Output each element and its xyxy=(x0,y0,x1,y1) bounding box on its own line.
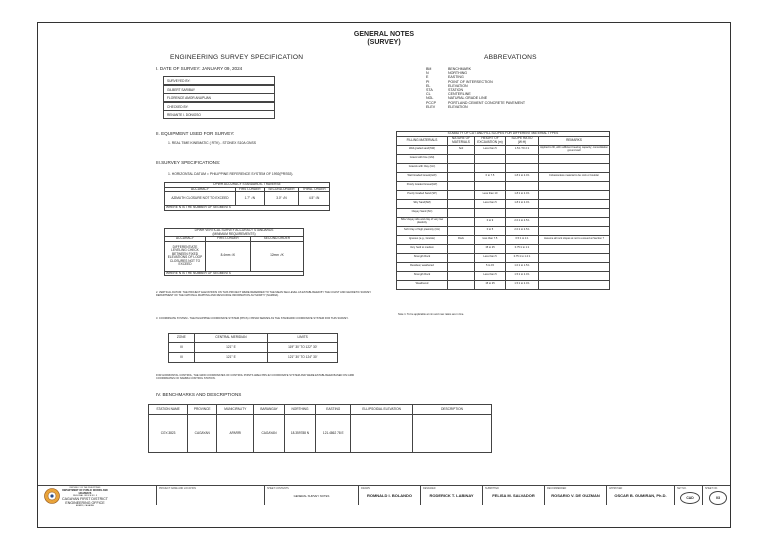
abbreviation-key: PI xyxy=(426,79,430,84)
slope-cell: 15 to 25 xyxy=(475,244,506,253)
agency-line: CAGAYAN FIRST DISTRICT xyxy=(62,497,108,501)
slope-cell xyxy=(448,280,475,289)
sheet-contents-value: GENERAL SURVEY NOTES xyxy=(293,494,330,498)
slope-row xyxy=(397,208,610,217)
horizontal-datum-item: 1. HORIZONTAL DATUM = PHILIPPINE REFERENCE SYSTEM OF 1992(PRS92). xyxy=(168,172,294,176)
slope-cell xyxy=(475,208,506,217)
abbreviation-meaning: NORTHING xyxy=(448,71,468,76)
abbreviation-key: ELEV xyxy=(426,104,436,109)
vert-value: 12mm √K xyxy=(250,241,303,271)
slope-cell xyxy=(539,190,610,199)
slope-row xyxy=(397,217,610,226)
zone-header: CENTRAL MERIDIAN xyxy=(194,334,268,343)
slope-header: FILLING MATERIALS xyxy=(397,136,448,145)
zone-cell: 121° E xyxy=(194,353,268,363)
slope-row xyxy=(397,163,610,172)
sheet-no-label: SHEET NO. xyxy=(705,487,718,490)
slope-row xyxy=(397,235,610,244)
agency-line: DEPARTMENT OF PUBLIC WORKS AND HIGHWAYS xyxy=(62,489,108,495)
project-label: PROJECT NAME AND LOCATION xyxy=(159,487,196,490)
slope-header: REMARKS xyxy=(539,136,610,145)
vert-table-title: DPWH VERTICAL SURVEY ACCURACY STANDARDS xyxy=(194,228,274,232)
agency-line: ENGINEERING OFFICE xyxy=(65,501,105,505)
slope-cell xyxy=(539,253,610,262)
slope-cell: 2.0:1 to 2.5:1 xyxy=(506,217,539,226)
slope-row xyxy=(397,244,610,253)
abbreviation-key: STA xyxy=(426,88,433,93)
slope-cell xyxy=(448,244,475,253)
slope-cell xyxy=(475,154,506,163)
zone-cell: 121° 30' TO 124° 30' xyxy=(268,353,338,363)
personnel-row: GILBERT SARIBAY xyxy=(163,85,275,94)
signer-label: APPROVED xyxy=(609,487,623,490)
slope-cell: Very hard to medium xyxy=(397,244,448,253)
slope-cell xyxy=(539,217,610,226)
slope-cell: Silty Sand(SM) xyxy=(397,199,448,208)
slope-cell: Gravel with fine (GM) xyxy=(397,154,448,163)
slope-cell: Strength Rock xyxy=(397,253,448,262)
abbreviation-meaning: EASTING xyxy=(448,75,464,80)
signer-name: ROSARIO V. DE GUZMAN xyxy=(551,493,600,498)
signer-label: RECOMMENDED xyxy=(547,487,567,490)
slope-cell: 1.8:1 to 2.0:1 xyxy=(506,172,539,181)
slope-cell xyxy=(539,262,610,271)
slope-cell: 0.75:1 to 1.2:1 xyxy=(506,253,539,262)
personnel-row: CHECKED BY: xyxy=(163,102,275,111)
signer-label: DRAWN xyxy=(361,487,370,490)
slope-row xyxy=(397,154,610,163)
abbreviation-meaning: ELEVATION xyxy=(448,104,468,109)
slope-cell: 1.8:1 to 2.0:1 xyxy=(506,199,539,208)
abbreviation-meaning: STATION xyxy=(448,88,464,93)
benchmarks-heading: IV. BENCHMARKS AND DESCRIPTIONS xyxy=(156,392,242,397)
bench-header: ELLIPSOIDAL ELEVATION xyxy=(351,405,413,415)
abbreviation-key: NGL xyxy=(426,96,434,101)
sheet-contents-label: SHEET CONTENTS xyxy=(267,487,289,490)
survey-date: I. DATE OF SURVEY: JANUARY 09, 2024 xyxy=(156,66,243,71)
bench-header: NORTHING xyxy=(284,405,315,415)
zone-cell: 119° 30' TO 122° 30' xyxy=(268,343,338,353)
zone-cell: III xyxy=(169,343,195,353)
signer-name: RODERICK T. LABINAY xyxy=(429,493,474,498)
slope-cell xyxy=(448,199,475,208)
title-line-1: GENERAL NOTES xyxy=(353,31,415,38)
sheet-title xyxy=(38,31,730,47)
signer-name: FELISA M. SALVADOR xyxy=(492,493,535,498)
slope-cell: Assume all rock slopes at not to exceed at Section 7 xyxy=(539,235,610,244)
benchmarks-table xyxy=(148,404,492,453)
bench-cell xyxy=(413,415,492,453)
sheet-no-value: 03 xyxy=(709,491,727,505)
bench-cell: CAGAYAN xyxy=(254,415,284,453)
slope-cell: Poorly Graded Gravel(GP) xyxy=(397,181,448,190)
slope-cell: 0 to 5 xyxy=(475,226,506,235)
slope-row xyxy=(397,181,610,190)
slope-cell xyxy=(539,199,610,208)
slope-cell xyxy=(539,244,610,253)
vertical-datum-text: 2. VERTICAL DATUM: THE PROJECT ELEVATIONS ON THIS PROJECT WERE REFERRED TO THE MEAN SEA LEVEL AS ESTABLISHED BY THE COAST AND GEODETIC SURVEY DEPARTMENT OF THE NATIONAL MAPPING AND RESOURCE INFORMATION AUTHORITY (NAMRIA). xyxy=(156,291,372,297)
bench-header: EASTING xyxy=(316,405,351,415)
slope-cell: 5 to 15 xyxy=(475,262,506,271)
zone-cell: III xyxy=(169,353,195,363)
bench-cell: 18.359788 N xyxy=(284,415,315,453)
bench-cell: APARRI xyxy=(217,415,254,453)
abbreviation-meaning: POINT OF INTERSECTION xyxy=(448,79,493,84)
slope-cell xyxy=(448,172,475,181)
bench-header: BARANGAY xyxy=(254,405,284,415)
slope-cell: Clayey Sand (SC) xyxy=(397,208,448,217)
horiz-table-title: DPWH ACCURACY STANDARDS- TRAVERSE xyxy=(165,183,330,188)
slope-cell xyxy=(506,208,539,217)
slope-cell xyxy=(539,154,610,163)
sheet-contents-cell xyxy=(264,486,358,505)
horizontal-accuracy-table xyxy=(164,182,330,211)
vert-row-label: DIFFERENTIATE LEVELING CHECK BETWEEN FIXED ELEVATIONS OF LOOP CLOSURES NOT TO EXCEED xyxy=(165,241,206,271)
horiz-value: 1.7" √N xyxy=(235,192,264,206)
personnel-row: SURVEYED BY: xyxy=(163,76,275,85)
slope-cell: Soil xyxy=(448,145,475,154)
abbreviation-key: N xyxy=(426,71,429,76)
slope-cell xyxy=(539,181,610,190)
agency-block xyxy=(62,487,108,507)
set-no-label: SET NO. xyxy=(677,487,687,490)
slope-cell xyxy=(539,163,610,172)
horiz-row-label: AZIMUTH CLOSURE NOT TO EXCEED xyxy=(165,192,236,206)
abbreviation-row xyxy=(426,105,525,109)
horiz-value: 4.5" √N xyxy=(299,192,330,206)
title-line-2: (SURVEY) xyxy=(367,39,401,46)
agency-line: REPUBLIC OF THE PHILIPPINES xyxy=(69,487,101,489)
slope-row xyxy=(397,145,610,154)
project-cell xyxy=(156,486,264,505)
slope-cell: 1.0:1 to 1.5:1 xyxy=(506,262,539,271)
slope-cell xyxy=(539,208,610,217)
slope-cell: Less than 5 xyxy=(475,199,506,208)
slope-cell: Gravels with Clay (GC) xyxy=(397,163,448,172)
slope-footnote: Note 1: To be applicable at min and max ratios are in line. xyxy=(398,313,464,316)
vert-value: 8.4mm √K xyxy=(206,241,251,271)
slope-cell: 15 to 25 xyxy=(475,280,506,289)
horiz-header: THIRD- ORDER xyxy=(299,187,330,192)
sheet-no-cell xyxy=(702,486,732,505)
horiz-header: FIRST-ORDER xyxy=(235,187,264,192)
slope-cell: 0 to 7.5 xyxy=(475,172,506,181)
slope-cell: Igneous (e.g., Granite) xyxy=(397,235,448,244)
slope-cell xyxy=(475,181,506,190)
abbreviations-title: ABBREVATIONS xyxy=(484,54,537,61)
slope-row xyxy=(397,280,610,289)
abbreviation-key: PCCP xyxy=(426,100,436,105)
slope-cell xyxy=(539,280,610,289)
slope-cell: Residual, weathered xyxy=(397,262,448,271)
slope-cell: Poorly Graded Sand (SP) xyxy=(397,190,448,199)
slope-row xyxy=(397,172,610,181)
agency-line: APARRI, CAGAYAN xyxy=(76,505,94,507)
horiz-value: 3.0" √N xyxy=(264,192,298,206)
slope-cell: 1.5:1 to 2.0:1 xyxy=(506,271,539,280)
equipment-item: 1. REAL TIME KINEMATIC ( RTK) - STONEX S10A GNSS xyxy=(168,141,256,145)
vert-table-subtitle: (MINIMUM REQUIREMENTS) xyxy=(212,231,256,236)
abbreviation-meaning: ELEVATION xyxy=(448,83,468,88)
bench-header: DESCRIPTION xyxy=(413,405,492,415)
vertical-accuracy-table xyxy=(164,228,304,276)
abbreviation-meaning: NATURAL GRADE LINE xyxy=(448,96,488,101)
slope-cell: less than 7.5 xyxy=(475,235,506,244)
slope-header: NATURE OF MATERIALS xyxy=(448,136,475,145)
horiz-note: WHERE N IS THE NUMBER OF SEGMENTS xyxy=(165,206,330,211)
slope-cell xyxy=(448,208,475,217)
slope-header: SLOPE RATIO (W:H) xyxy=(506,136,539,145)
slope-row xyxy=(397,262,610,271)
signer-label: DESIGNED xyxy=(423,487,436,490)
abbreviation-key: EL xyxy=(426,83,431,88)
slope-cell: Soft Clay of high plasticity (CH) xyxy=(397,226,448,235)
bench-header: PROVINCE xyxy=(188,405,217,415)
abbreviation-key: CL xyxy=(426,92,431,97)
bench-header: MUNICIPALITY xyxy=(217,405,254,415)
slope-cell: Weathered xyxy=(397,280,448,289)
vert-note: WHERE N IS THE NUMBER OF SEGMENTS xyxy=(165,271,304,276)
slope-cell xyxy=(448,253,475,262)
slope-cell: Rock xyxy=(448,235,475,244)
slope-cell: Strength Rock xyxy=(397,271,448,280)
slope-cell: Less than 5 xyxy=(475,271,506,280)
signer-cell xyxy=(482,486,544,505)
slope-cell: 1.5:1 TO 2:1 xyxy=(506,145,539,154)
abbreviation-meaning: BENCHMARK xyxy=(448,67,471,71)
equipment-heading: II. EQUIPMENT USED FOR SURVEY: xyxy=(156,131,235,136)
slope-cell: Well Graded Gravel(GW) xyxy=(397,172,448,181)
slope-table-title: STABILITY OF CUT AND FILL SLOPES FOR DIFFERENT MATERIAL TYPES xyxy=(397,132,610,137)
drawing-sheet xyxy=(37,22,731,528)
slope-cell: 0 to 9 xyxy=(475,217,506,226)
slope-stability-table xyxy=(396,131,610,290)
slope-cell xyxy=(448,217,475,226)
slope-cell xyxy=(448,271,475,280)
slope-cell xyxy=(506,181,539,190)
personnel-row: RENANTE I. DONIOSO xyxy=(163,110,275,119)
abbreviation-key: E xyxy=(426,75,429,80)
personnel-row: FLORENCE AMOR ANUPUAN xyxy=(163,93,275,102)
zone-header: ZONE xyxy=(169,334,195,343)
slope-cell: 2.0:1 to 2.5:1 xyxy=(506,226,539,235)
slope-cell xyxy=(506,154,539,163)
abbreviation-meaning: CENTERLINE xyxy=(448,92,471,97)
bench-cell: CAGAYAN xyxy=(188,415,217,453)
zone-header: LIMITS xyxy=(268,334,338,343)
slope-row xyxy=(397,190,610,199)
slope-cell xyxy=(448,190,475,199)
slope-cell: Less than 5 xyxy=(475,253,506,262)
slope-cell: Well graded sand(SW) xyxy=(397,145,448,154)
signer-cell xyxy=(606,486,674,505)
set-no-cell xyxy=(674,486,702,505)
signer-cell xyxy=(544,486,606,505)
vert-header: FIRST-ORDER xyxy=(206,237,251,242)
coordinate-system-text: 3. COORDINATE SYSTEM - THE PHILIPPINE COORDINATE SYSTEM (PPCS) / PRS92 SERVES AS THE STANDARD COORDINATE SYSTEM FOR THIS SURVEY. xyxy=(156,317,349,320)
slope-cell: Less than 10 xyxy=(475,190,506,199)
bench-cell xyxy=(351,415,413,453)
slope-cell xyxy=(506,163,539,172)
slope-cell: Silts/ clayey silts and clay of very low plasticity xyxy=(397,217,448,226)
zone-table xyxy=(168,333,338,363)
slope-cell: 0.5:1 to 1:1 xyxy=(506,235,539,244)
bench-header: STATION NAME xyxy=(149,405,188,415)
signer-name: OSCAR B. GUMIRAN, Ph.D. xyxy=(614,493,667,498)
bench-cell: CGY-3823 xyxy=(149,415,188,453)
title-block xyxy=(38,485,730,505)
horiz-header: ACCURACY xyxy=(165,187,236,192)
slope-cell: Cohesionless material to be rock or boulder xyxy=(539,172,610,181)
slope-header: HEIGHT OF EXCAVATION (m) xyxy=(475,136,506,145)
slope-row xyxy=(397,271,610,280)
slope-cell: 0.75:1 to 1:1 xyxy=(506,244,539,253)
signer-cell xyxy=(420,486,482,505)
slope-cell: Less than 5 xyxy=(475,145,506,154)
slope-cell xyxy=(539,226,610,235)
spec-title: ENGINEERING SURVEY SPECIFICATION xyxy=(170,54,304,61)
slope-cell xyxy=(448,181,475,190)
specs-heading: III.SURVEY SPECIFICATIONS: xyxy=(156,160,221,165)
vert-header: SECOND-ORDER xyxy=(250,237,303,242)
vert-header: ACCURACY xyxy=(165,237,206,242)
slope-cell xyxy=(448,163,475,172)
dpwh-seal-icon xyxy=(44,488,60,504)
slope-row xyxy=(397,253,610,262)
set-no-value: CAD xyxy=(680,492,700,504)
signer-name: ROMNALD I. BOLANDO xyxy=(366,493,413,498)
slope-cell xyxy=(448,262,475,271)
slope-cell xyxy=(539,271,610,280)
slope-cell xyxy=(475,163,506,172)
slope-row xyxy=(397,226,610,235)
agency-line: REGIONAL OFFICE NO. II xyxy=(73,495,97,497)
signer-label: SUBMITTED xyxy=(485,487,499,490)
bench-cell: 121.4862 78 E xyxy=(316,415,351,453)
slope-cell xyxy=(448,154,475,163)
slope-cell xyxy=(448,226,475,235)
signer-cell xyxy=(358,486,420,505)
abbreviation-meaning: PORTLAND CEMENT CONCRETE PAVEMENT xyxy=(448,100,526,105)
horizontal-control-text: FOR HORIZONTAL CONTROL, THE GRID COORDINATES OF CONTROL POINTS AREA PRS-92 COORDINATE SYSTEM AND WERE ESTABLISHED BASED ON GRID COORDINATES OF NAMRIA CONTROL STATION. xyxy=(156,374,355,380)
slope-cell: 1.8:1 to 2.0:1 xyxy=(506,190,539,199)
abbreviation-key: BM xyxy=(426,67,432,71)
abbreviations-list xyxy=(426,67,525,109)
zone-cell: 121° E xyxy=(194,343,268,353)
slope-cell: 1.5:1 to 2.0:1 xyxy=(506,280,539,289)
horiz-header: SECOND-ORDER xyxy=(264,187,298,192)
personnel-box xyxy=(163,77,275,119)
slope-row xyxy=(397,199,610,208)
slope-cell: Applied to fill, with sufficient bearing capacity; consolidation ground well xyxy=(539,145,610,154)
